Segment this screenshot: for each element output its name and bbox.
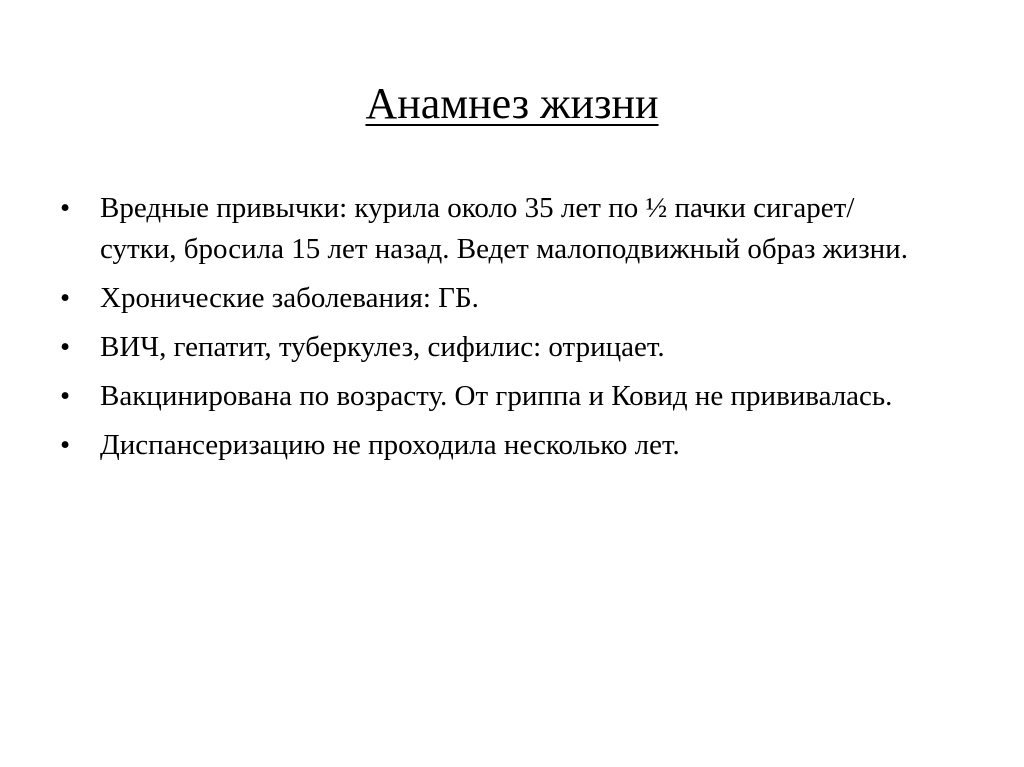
bullet-text: Диспансеризацию не проходила несколько лет. xyxy=(100,429,680,461)
bullet-text: ВИЧ, гепатит, туберкулез, сифилис: отрицает. xyxy=(100,331,665,363)
bullet-text: Вредные привычки: курила около 35 лет по ½ пачки сигарет/сутки, бросила 15 лет назад. Ведет малоподвижный образ жизни. xyxy=(100,192,908,265)
bullet-icon: • xyxy=(60,331,71,363)
bullet-icon: • xyxy=(60,380,71,412)
bullet-item xyxy=(60,278,920,319)
bullet-text: Вакцинирована по возрасту. От гриппа и Ковид не прививалась. xyxy=(100,380,893,412)
bullet-list xyxy=(60,188,920,474)
bullet-icon: • xyxy=(60,282,71,314)
slide-title: Анамнез жизни xyxy=(365,79,659,128)
bullet-text: Хронические заболевания: ГБ. xyxy=(100,282,479,314)
bullet-item xyxy=(60,425,920,466)
bullet-item xyxy=(60,327,920,368)
bullet-icon: • xyxy=(60,429,71,461)
bullet-icon: • xyxy=(60,192,71,224)
bullet-item xyxy=(60,188,920,270)
bullet-item xyxy=(60,376,920,417)
